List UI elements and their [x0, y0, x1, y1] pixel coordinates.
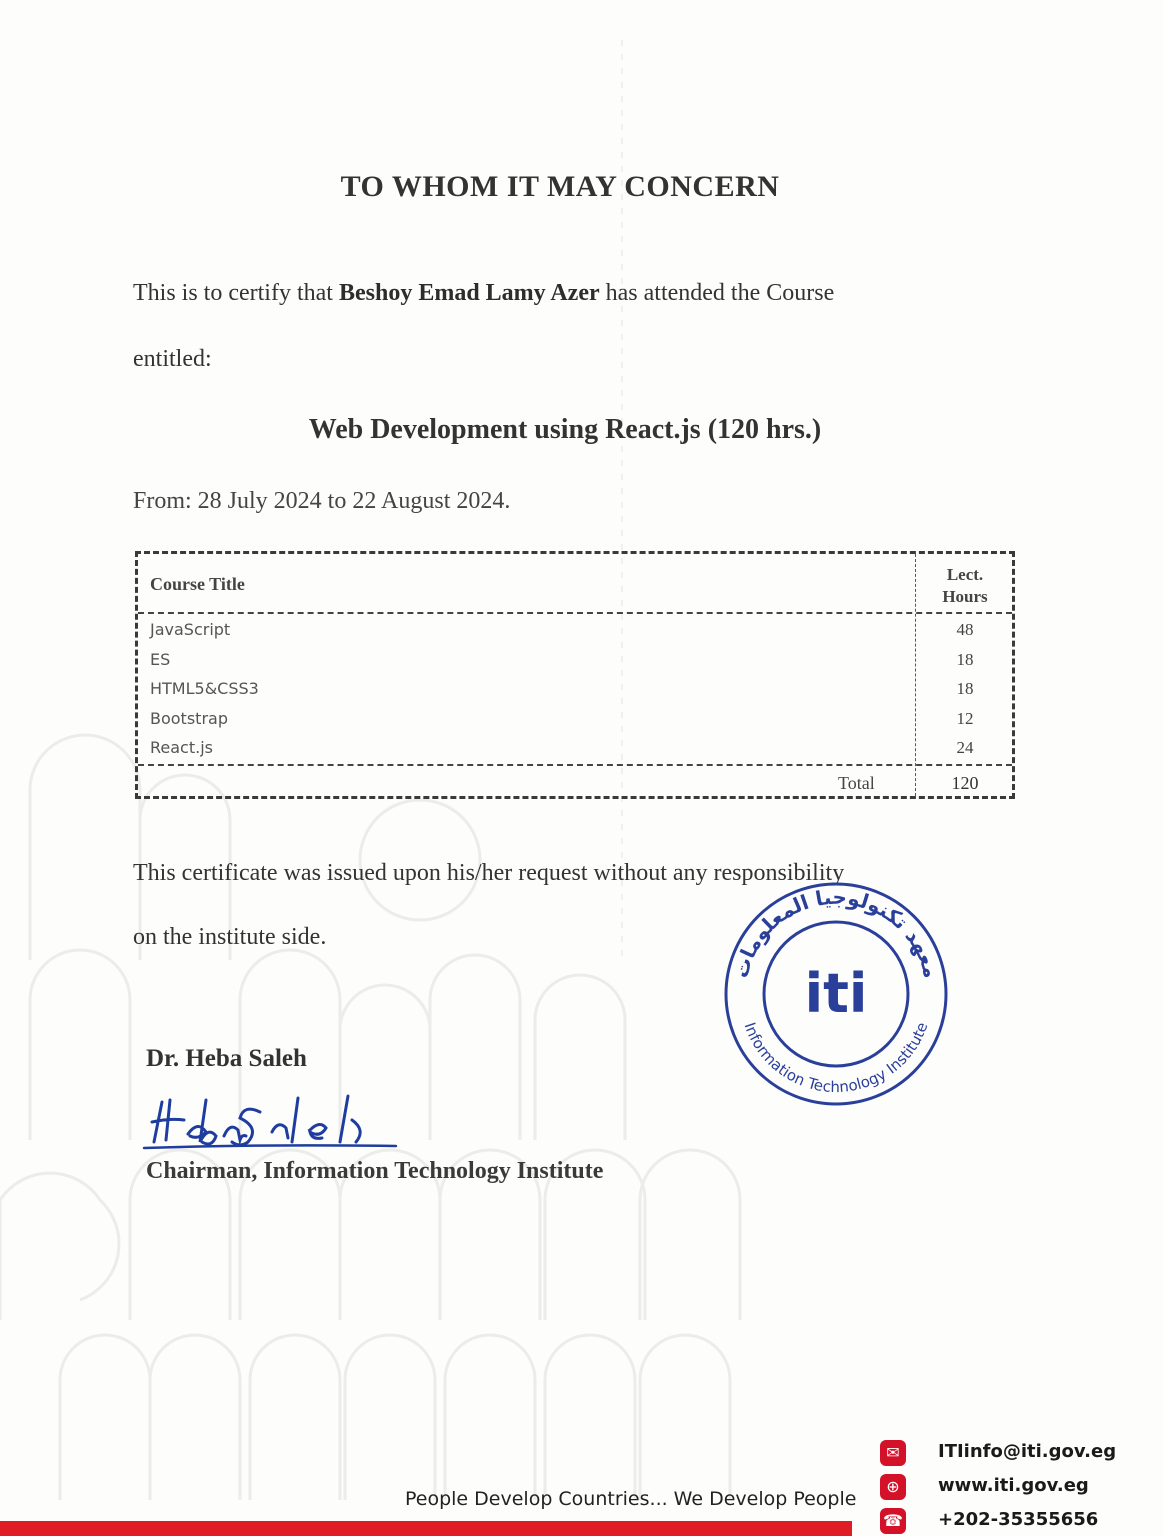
row-hours: 12 [956, 708, 974, 728]
table-row [138, 616, 1012, 646]
row-course: JavaScript [150, 620, 231, 639]
footer-red-bar [0, 1521, 852, 1536]
recipient-name: Beshoy Emad Lamy Azer [338, 280, 600, 306]
intro-line2: entitled: [133, 346, 212, 372]
header-hours-line1: Lect. [946, 565, 984, 584]
closing-line1: This certificate was issued upon his/her request without any responsibility [133, 860, 845, 886]
row-hours: 18 [956, 649, 974, 669]
email-icon: ✉ [880, 1440, 906, 1466]
course-period: From: 28 July 2024 to 22 August 2024. [133, 488, 511, 514]
svg-text:Information Technology Institu [741, 1020, 932, 1096]
table-body [138, 616, 1012, 764]
header-hours-line2: Hours [942, 587, 988, 606]
globe-icon: ⊕ [880, 1474, 906, 1500]
phone-icon: ☎ [880, 1508, 906, 1534]
stamp-logo-text: iti [804, 962, 868, 1025]
table-header [138, 554, 1012, 614]
course-table [135, 551, 1015, 799]
row-hours: 48 [956, 620, 974, 639]
row-course: Bootstrap [150, 708, 228, 728]
total-value: 120 [951, 773, 979, 793]
table-total-row [138, 764, 1012, 801]
handwritten-signature [140, 1090, 400, 1160]
table-row [138, 646, 1012, 676]
institute-stamp [720, 878, 952, 1110]
contact-email [880, 1440, 1150, 1468]
intro-paragraph [133, 280, 1003, 307]
row-course: HTML5&CSS3 [150, 679, 259, 698]
signatory-role: Chairman, Information Technology Institute [146, 1158, 604, 1184]
email-text[interactable]: ITIinfo@iti.gov.eg [938, 1441, 1117, 1462]
closing-line2: on the institute side. [133, 924, 327, 950]
signatory-name: Dr. Heba Saleh [146, 1045, 307, 1072]
header-lect-hours [920, 564, 1010, 608]
row-course: React.js [150, 738, 213, 757]
table-row [138, 705, 1012, 735]
course-name: Web Development using React.js (120 hrs.) [308, 414, 822, 445]
table-row [138, 734, 1012, 764]
row-course: ES [150, 649, 171, 669]
letter-title: TO WHOM IT MAY CONCERN [340, 170, 780, 203]
contact-website [880, 1474, 1150, 1502]
intro-prefix: This is to certify that [133, 280, 333, 306]
table-row [138, 675, 1012, 705]
contact-phone [880, 1508, 1150, 1536]
stamp-english-text: Information Technology Institute [740, 1019, 932, 1097]
website-text[interactable]: www.iti.gov.eg [938, 1475, 1089, 1496]
stamp-arabic-text: معهد تكنولوجيا المعلومات [728, 884, 944, 981]
row-hours: 18 [956, 679, 974, 698]
phone-text[interactable]: +202-35355656 [938, 1509, 1099, 1530]
total-label: Total [838, 773, 875, 793]
header-course-title: Course Title [150, 574, 245, 594]
footer-slogan: People Develop Countries... We Develop People [405, 1488, 857, 1510]
intro-suffix: has attended the Course [605, 280, 835, 306]
row-hours: 24 [956, 738, 974, 757]
